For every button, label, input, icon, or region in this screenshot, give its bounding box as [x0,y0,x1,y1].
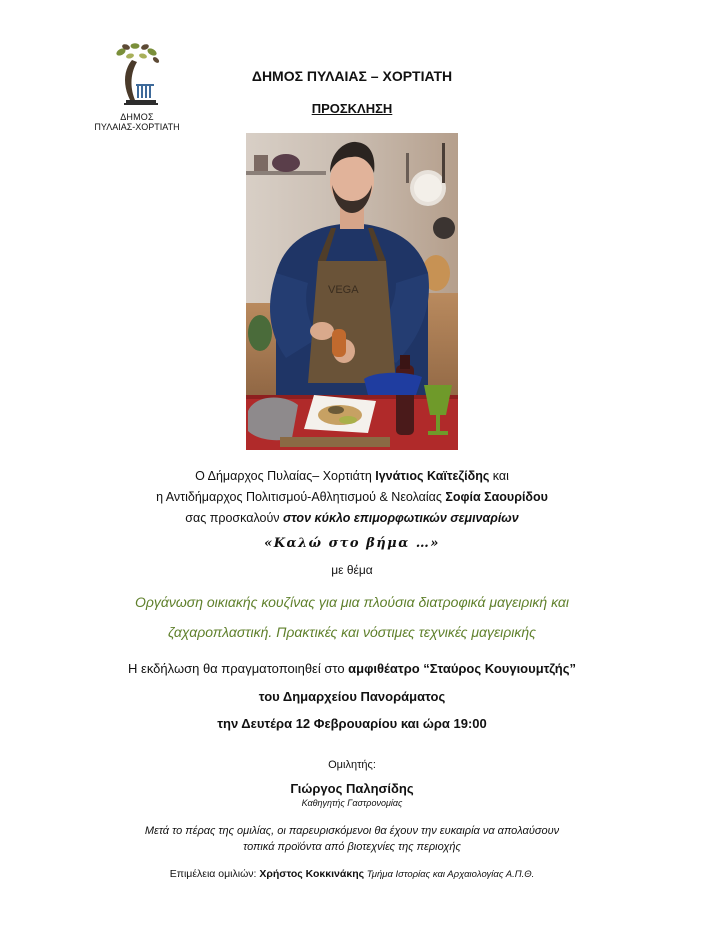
speaker-title: Καθηγητής Γαστρονομίας [301,798,403,808]
invitation-heading: ΠΡΟΣΚΛΗΣΗ [311,101,393,116]
intro-line-1-end: και [489,469,509,483]
event-venue-text: Η εκδήλωση θα πραγματοποιηθεί στο [128,661,349,676]
topic-line-2: ζαχαροπλαστική. Πρακτικές και νόστιμες τεχνικές μαγειρικής [168,624,536,640]
intro-line-2-text: η Αντιδήμαρχος Πολιτισμού-Αθλητισμού & Νεολαίας [156,490,446,504]
editor-affiliation: Τμήμα Ιστορίας και Αρχαιολογίας Α.Π.Θ. [364,869,535,880]
venue-name: αμφιθέατρο “Σταύρος Κουγιουμτζής” [348,661,576,676]
intro-line-3 [0,511,704,525]
seminar-series: στον κύκλο επιμορφωτικών σεμιναρίων [283,511,519,525]
speaker-label: Ομιλητής: [328,759,376,771]
intro-line-1-text: Ο Δήμαρχος Πυλαίας– Χορτιάτη [195,469,376,483]
after-line-2: τοπικά προϊόντα από βιοτεχνίες της περιοχής [243,841,461,853]
event-date-time: την Δευτέρα 12 Φεβρουαρίου και ώρα 19:00 [217,716,487,731]
logo-line-1: ΔΗΜΟΣ [120,112,154,122]
event-building: του Δημαρχείου Πανοράματος [258,689,446,704]
after-line-1: Μετά το πέρας της ομιλίας, οι παρευρισκόμενοι θα έχουν την ευκαιρία να απολαύσουν [144,825,560,837]
mayor-name: Ιγνάτιος Καϊτεζίδης [375,469,490,483]
topic-line-1: Οργάνωση οικιακής κουζίνας για μια πλούσια διατροφικά μαγειρική και [134,594,570,610]
deputy-mayor-name: Σοφία Σαουρίδου [445,490,548,504]
editor-label: Επιμέλεια ομιλιών: [169,868,260,880]
editor-name: Χρήστος Κοκκινάκης [259,868,365,880]
editor-credit [0,868,704,880]
theme-label: με θέμα [331,563,373,577]
chef-photo [246,133,458,450]
apron-text: VEGA [328,284,359,296]
event-venue [0,661,704,676]
municipality-title: ΔΗΜΟΣ ΠΥΛΑΙΑΣ – ΧΟΡΤΙΑΤΗ [251,68,453,84]
municipality-logo [92,42,182,132]
seminar-slogan: «Καλώ στο βήμα …» [264,536,440,551]
intro-line-1 [0,469,704,483]
speaker-name: Γιώργος Παλησίδης [290,781,414,796]
logo-line-2: ΠΥΛΑΙΑΣ-ΧΟΡΤΙΑΤΗ [94,122,180,132]
intro-line-3-text: σας προσκαλούν [185,511,284,525]
intro-line-2 [0,490,704,504]
